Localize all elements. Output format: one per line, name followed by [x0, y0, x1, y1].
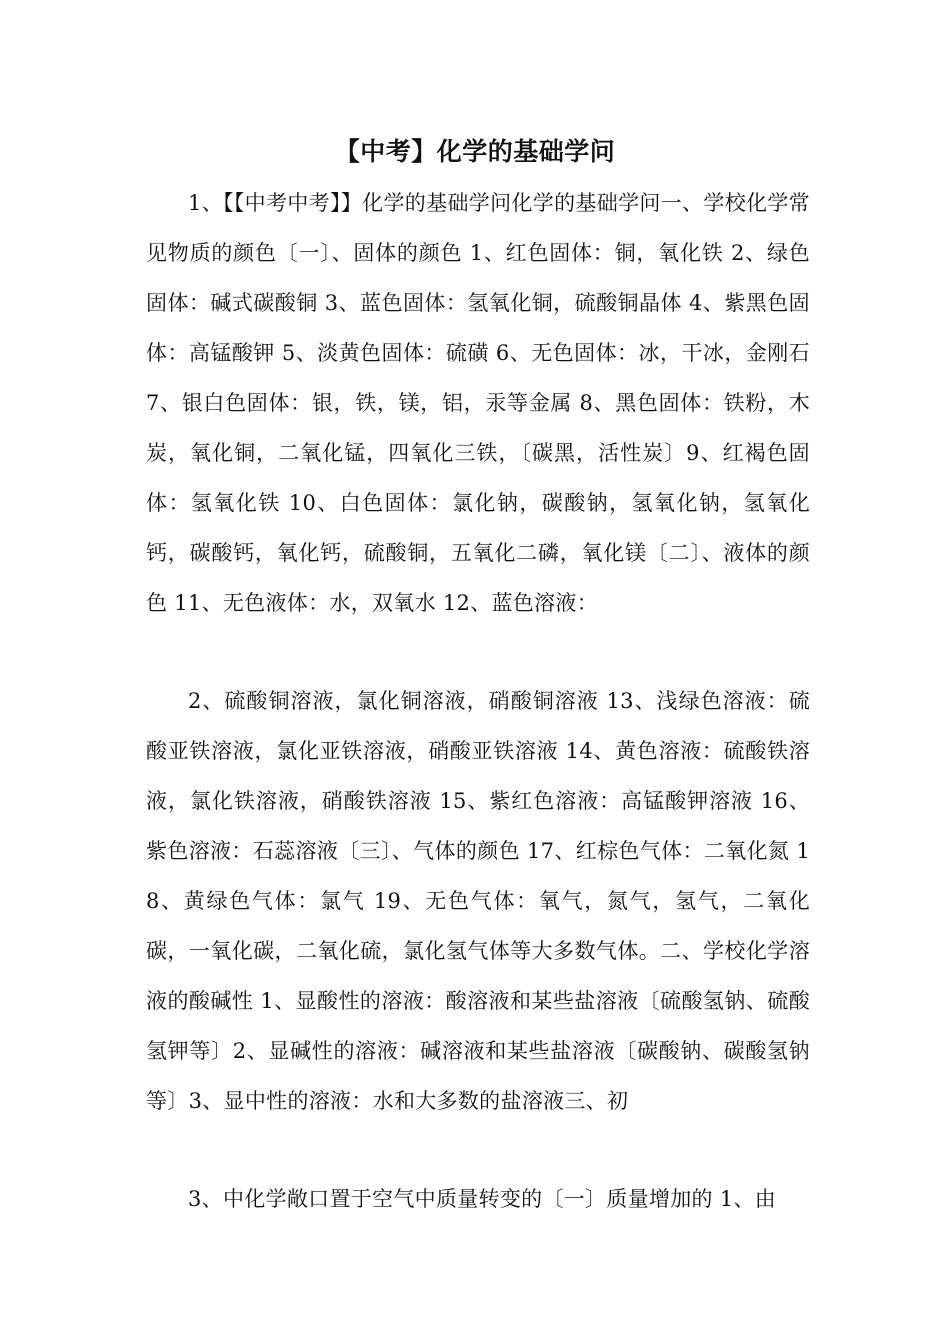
- paragraph-3: 3、中化学敞口置于空气中质量转变的〔一〕质量增加的 1、由: [188, 1187, 777, 1211]
- paragraph-2: 2、硫酸铜溶液，氯化铜溶液，硝酸铜溶液 13、浅绿色溶液：硫酸亚铁溶液，氯化亚铁溶液，硝酸亚铁溶液 14、黄色溶液：硫酸铁溶液，氯化铁溶液，硝酸铁溶液 15、紫红色溶液：高锰酸钾溶液 16、紫色溶液：石蕊溶液〔三〕、气体的颜色 17、红棕色气体：二氧化氮 18、黄绿色气体：氯气 19、无色气体：氧气，氮气，氢气，二氧化碳，一氧化碳，二氧化硫，氯化氢气体等大多数气体。二、学校化学溶液的酸碱性 1、显酸性的溶液：酸溶液和某些盐溶液〔硫酸氢钠、硫酸氢钾等〕2、显碱性的溶液：碱溶液和某些盐溶液〔碳酸钠、碳酸氢钠等〕3、显中性的溶液：水和大多数的盐溶液三、初: [146, 689, 810, 1113]
- document-title: 【中考】化学的基础学问: [334, 137, 616, 166]
- paragraph-1: 1、【【中考中考】】化学的基础学问化学的基础学问一、学校化学常见物质的颜色〔一〕、固体的颜色 1、红色固体：铜，氧化铁 2、绿色固体：碱式碳酸铜 3、蓝色固体：氢氧化铜，硫酸铜晶体 4、紫黑色固体：高锰酸钾 5、淡黄色固体：硫磺 6、无色固体：冰，干冰，金刚石 7、银白色固体：银，铁，镁，铝，汞等金属 8、黑色固体：铁粉，木炭，氧化铜，二氧化锰，四氧化三铁，〔碳黑，活性炭〕9、红褐色固体：氢氧化铁 10、白色固体：氯化钠，碳酸钠，氢氧化钠，氢氧化钙，碳酸钙，氧化钙，硫酸铜，五氧化二磷，氧化镁〔二〕、液体的颜色 11、无色液体：水，双氧水 12、蓝色溶液：: [146, 191, 810, 615]
